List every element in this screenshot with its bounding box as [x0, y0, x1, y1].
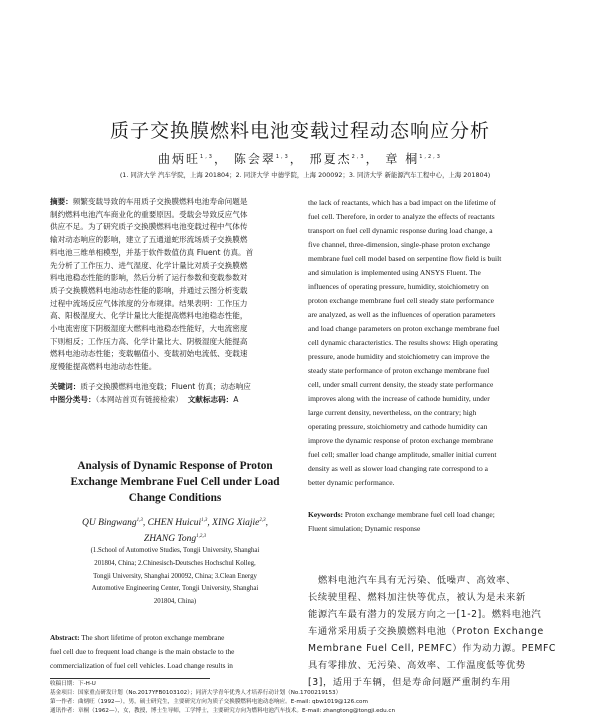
abstract-line: 下则相反；工作压力高、化学计量比大、阴极湿度大能提高: [50, 336, 248, 346]
affiliation-line: 201804, China; 2.Chinesisch-Deutsches Hochschul Kolleg,: [94, 559, 256, 567]
abstract-line: 先分析了工作压力、进气湿度、化学计量比对质子交换膜燃: [50, 260, 248, 270]
abstract-line: fuel cell. Therefore, in order to analyze the effects of reactants: [308, 212, 495, 221]
abstract-line: 质子交换膜燃料电池动态性能的影响，并通过云图分析变载: [50, 285, 248, 295]
abstract-line: cell dynamic characteristics. The results shows: High operating: [308, 338, 498, 347]
paper-title-cn: 质子交换膜燃料电池变载过程动态响应分析: [109, 120, 490, 142]
abstract-line: [50, 196, 300, 209]
abstract-cn: [50, 196, 300, 374]
abstract-line: 过程中流场反应气体浓度的分布规律。结果表明：工作压力: [50, 298, 248, 308]
keywords-line: [50, 381, 300, 394]
intro-line: Membrane Fuel Cell, PEMFC）作为动力源。PEMFC: [308, 643, 557, 654]
abstract-line: operating pressure, stoichiometry and cathode humidity can: [308, 422, 488, 431]
abstract-label: Abstract:: [50, 633, 80, 642]
abstract-line: large current density, nevertheless, on the contrary; high: [308, 408, 477, 417]
affiliation-line: (1.School of Automotive Studies, Tongji University, Shanghai: [90, 547, 260, 554]
author-affiliation-mark: 1,3: [275, 154, 290, 160]
abstract-line: commercialization of fuel cell vehicles. Load change results in: [50, 661, 233, 670]
abstract-line: 小电流密度下阴极湿度大燃料电池稳态性能好，大电流密度: [50, 324, 248, 334]
abstract-line: fuel cell; smaller load change amplitude, smaller initial current: [308, 450, 497, 459]
affiliation-line: 201804, China): [153, 598, 197, 606]
abstract-line: 料电池三维单相模型，并基于软件数值仿真 Fluent 仿真。首: [50, 247, 254, 257]
abstract-line: 料电池稳态性能的影响，然后分析了运行参数和变载参数对: [50, 273, 248, 283]
author-name: 曲炳旺: [158, 152, 201, 166]
author-affiliation-mark: 1,3: [200, 154, 214, 160]
author-name: 陈会翠: [233, 152, 276, 166]
authors-cn: 曲炳旺$^{1,3}$， 陈会翠$^{1,3}$， 邢夏杰$^{2,3}$， 章 桐$^{1,2,3}$: [158, 152, 442, 166]
abstract-line: are analyzed, as well as the influences of operation parameters: [308, 310, 496, 319]
author-name: 章 桐: [385, 152, 420, 166]
abstract-line: 燃料电池动态性能；变载幅值小、变载初始电流低、变载速: [50, 349, 248, 359]
authors-en: [50, 514, 300, 546]
abstract-line: fuel cell due to frequent load change is the main obstacle to the: [50, 647, 235, 656]
abstract-line: better dynamic performance.: [308, 478, 395, 487]
footnote-line: 通讯作者：章桐（1962—），女，教授，博士生导师，工学博士，主要研究方向为燃料电池汽车技术。E-mail: zhangtong@tongji.edu.cn: [50, 708, 396, 714]
author-affiliation-mark: 1,2,3: [196, 534, 207, 540]
author-affiliation-mark: 2,3: [351, 154, 366, 160]
title-line: Analysis of Dynamic Response of Proton: [77, 460, 273, 472]
abstract-line: improves along with the increase of cathode humidity, under: [308, 394, 490, 403]
author-affiliation-mark: 1,2,3: [419, 154, 442, 160]
author-name: XING Xiajie: [212, 518, 260, 529]
abstract-line: five channel, three-dimension, single-phase proton exchange: [308, 240, 491, 249]
author-name: 邢夏杰: [309, 152, 352, 166]
abstract-text: The short lifetime of proton exchange membrane: [81, 633, 225, 642]
abstract-line: density as well as slower load changing rate correspond to a: [308, 464, 488, 473]
intro-line: 能源汽车最有潜力的发展方向之一[1-2]。燃料电池汽: [308, 609, 542, 620]
footnote-divider: [50, 678, 210, 679]
abstract-line: 高、阳极湿度大、化学计量比大能提高燃料电池稳态性能，: [50, 311, 248, 321]
abstract-line: the lack of reactants, which has a bad impact on the lifetime of: [308, 198, 497, 207]
abstract-text: 频繁变载导致的车用质子交换膜燃料电池寿命问题是: [72, 197, 248, 206]
author-affiliation-mark: 2,3: [259, 518, 266, 523]
abstract-line: 输对动态响应的影响，建立了五通道蛇形流场质子交换膜燃: [50, 235, 248, 245]
author-name: QU Bingwang: [81, 518, 137, 529]
paper-title-en: [50, 458, 300, 506]
document-code-label: 文献标志码：: [187, 394, 234, 404]
keywords-label: Keywords:: [308, 510, 343, 519]
abstract-en-right: [308, 196, 563, 490]
footnote-line: 第一作者：曲炳旺（1992—），男，硕士研究生，主要研究方向为质子交换膜燃料电池动态响应。E-mail: qbw1019@126.com: [50, 699, 368, 705]
abstract-line: transport on fuel cell dynamic response during load change, a: [308, 226, 493, 235]
affiliations-cn: (1. 同济大学 汽车学院，上海 201804；2. 同济大学 中德学院，上海 200092；3. 同济大学 新能源汽车工程中心，上海 201804): [119, 171, 491, 179]
abstract-line: [50, 631, 300, 645]
affiliation-line: Tongji University, Shanghai 200092, China; 3.Clean Energy: [93, 572, 257, 580]
authors-line: [50, 530, 300, 546]
title-line: Change Conditions: [128, 492, 222, 504]
affiliation-line: Automotive Engineering Center, Tongji University, Shanghai: [91, 585, 259, 593]
intro-line: 长续驶里程、燃料加注快等优点，被认为是未来新: [308, 592, 526, 603]
intro-line: 具有零排放、无污染、高效率、工作温度低等优势: [308, 660, 526, 671]
abstract-line: improve the dynamic response of proton exchange membrane: [308, 436, 494, 445]
author-affiliation-mark: 1,3: [136, 518, 143, 523]
document-code: A: [233, 394, 239, 404]
abstract-line: cell, under small current density, the steady state performance: [308, 380, 494, 389]
author-affiliation-mark: 1,3: [201, 518, 208, 523]
abstract-line: 制约燃料电池汽车商业化的重要原因。受载会导致反应气体: [50, 209, 248, 219]
abstract-line: and load change parameters on proton exchange membrane fuel: [308, 324, 500, 333]
keywords-text: Proton exchange membrane fuel cell load change;: [344, 510, 495, 519]
keywords-line: Fluent simulation; Dynamic response: [308, 524, 421, 533]
abstract-line: 供应不足。为了研究质子交换膜燃料电池变载过程中气体传: [50, 222, 248, 232]
authors-line: QU Bingwang$^{1,3}$, CHEN Huicui$^{1,3}$, XING Xiajie$^{2,3}$,: [81, 518, 269, 529]
abstract-line: proton exchange membrane fuel cell steady state performance: [308, 296, 494, 305]
keywords-cn: [50, 381, 300, 406]
abstract-label: 摘要：: [50, 197, 73, 206]
abstract-en-left: [50, 631, 300, 673]
abstract-line: pressure, anode humidity and stoichiometry can improve the: [308, 352, 490, 361]
intro-line: 燃料电池汽车具有无污染、低噪声、高效率、: [318, 575, 516, 586]
abstract-line: 度慢能提高燃料电池动态性能。: [50, 362, 157, 372]
introduction-cn: [308, 572, 564, 691]
author-name: CHEN Huicui: [147, 518, 202, 529]
intro-line: [3]，适用于车辆，但是寿命问题严重制约车用: [308, 677, 512, 688]
footnote-line: 基金项目：国家重点研发计划（No.2017YFB0103102）；同济大学青年优秀人才培养行动计划（No.1700219153）: [50, 690, 342, 696]
affiliations-en: [50, 545, 300, 609]
keywords-label: 关键词：: [50, 382, 81, 391]
title-line: Exchange Membrane Fuel Cell under Load: [70, 476, 280, 488]
footnote-line: 收稿日期：下-H-U: [50, 681, 96, 687]
classification-label: 中图分类号：: [50, 394, 96, 404]
keywords-text: 质子交换膜燃料电池变载；Fluent 仿真；动态响应: [80, 382, 251, 391]
intro-line: 车通常采用质子交换膜燃料电池（Proton Exchange: [308, 626, 544, 637]
keywords-line: [308, 508, 563, 522]
abstract-line: and simulation is implemented using ANSYS Fluent. The: [308, 268, 481, 277]
abstract-line: steady state performance of proton exchange membrane fuel: [308, 366, 490, 375]
abstract-line: membrane fuel cell model based on serpentine flow field is built: [308, 254, 502, 263]
author-name: ZHANG Tong: [143, 534, 197, 545]
abstract-line: influences of operating pressure, humidity, stoichiometry on: [308, 282, 489, 291]
keywords-en: [308, 508, 563, 536]
classification-line: [50, 394, 300, 407]
classification-text: （本网站首页有链接检索）: [95, 394, 183, 404]
